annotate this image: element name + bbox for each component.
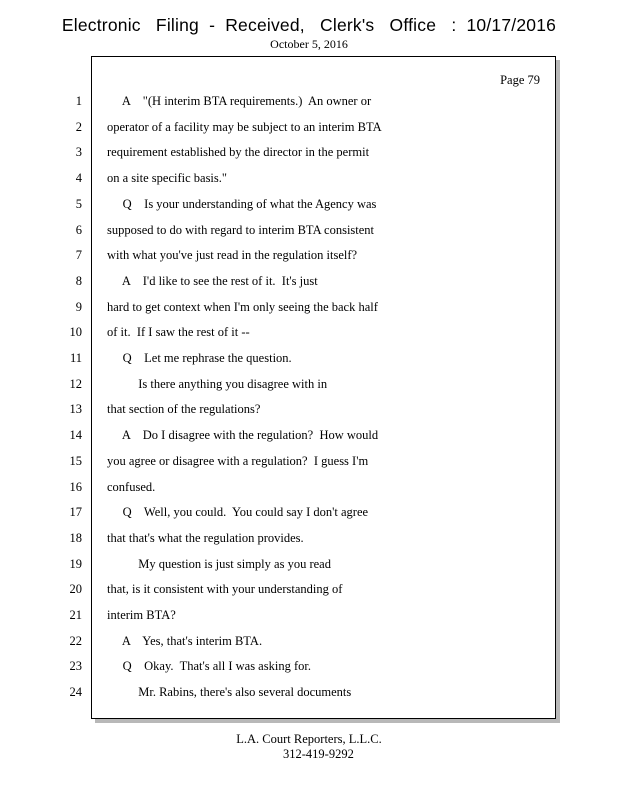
transcript-line: Q Well, you could. You could say I don't agree: [107, 505, 369, 519]
line-number: 3: [75, 145, 82, 159]
transcript-line: that, is it consistent with your understanding of: [107, 582, 343, 596]
line-number: 20: [69, 582, 82, 596]
transcript-line: hard to get context when I'm only seeing the back half: [107, 300, 378, 314]
line-number: 22: [69, 634, 82, 648]
line-number: 16: [69, 480, 82, 494]
line-number: 7: [75, 248, 82, 262]
line-number: 24: [69, 685, 82, 699]
line-number: 19: [69, 557, 82, 571]
line-number: 8: [75, 274, 82, 288]
transcript-line: A "(H interim BTA requirements.) An owner or: [107, 94, 372, 108]
line-number: 1: [75, 94, 82, 108]
transcript-line: you agree or disagree with a regulation? I guess I'm: [107, 454, 369, 468]
transcript-line: requirement established by the director in the permit: [107, 145, 370, 159]
line-number: 23: [69, 659, 82, 673]
line-number: 5: [75, 197, 82, 211]
transcript-line: A Yes, that's interim BTA.: [107, 634, 263, 648]
transcript-line: interim BTA?: [107, 608, 176, 622]
line-number: 12: [69, 377, 82, 391]
court-reporter-name: L.A. Court Reporters, L.L.C.: [236, 732, 382, 746]
line-number: 4: [75, 171, 82, 185]
line-number: 21: [69, 608, 82, 622]
transcript-line: A I'd like to see the rest of it. It's just: [107, 274, 318, 288]
transcript-line: that that's what the regulation provides.: [107, 531, 304, 545]
line-number: 11: [69, 351, 82, 365]
line-number: 13: [69, 402, 82, 416]
transcript-line: confused.: [107, 480, 156, 494]
line-number: 6: [75, 223, 82, 237]
transcript-line: A Do I disagree with the regulation? How would: [107, 428, 379, 442]
hearing-date: October 5, 2016: [270, 37, 348, 51]
line-number: 2: [75, 120, 82, 134]
transcript-line: Mr. Rabins, there's also several documents: [107, 685, 352, 699]
line-number: 10: [69, 325, 82, 339]
line-number: 15: [69, 454, 82, 468]
line-number: 17: [69, 505, 82, 519]
transcript-line: My question is just simply as you read: [107, 557, 331, 571]
transcript-line: Is there anything you disagree with in: [107, 377, 328, 391]
transcript-line: operator of a facility may be subject to an interim BTA: [107, 120, 382, 134]
transcript-line: supposed to do with regard to interim BTA consistent: [107, 223, 375, 237]
line-number: 14: [69, 428, 82, 442]
court-reporter-phone: 312-419-9292: [283, 747, 354, 761]
transcript-line: with what you've just read in the regulation itself?: [107, 248, 358, 262]
transcript-line: Q Let me rephrase the question.: [107, 351, 292, 365]
transcript-line: on a site specific basis.": [107, 171, 228, 185]
page-number: Page 79: [500, 73, 540, 87]
line-number: 18: [69, 531, 82, 545]
transcript-line: of it. If I saw the rest of it --: [107, 325, 250, 339]
transcript-line: Q Is your understanding of what the Agency was: [107, 197, 377, 211]
electronic-filing-stamp: Electronic Filing - Received, Clerk's Office : 10/17/2016: [61, 15, 557, 35]
transcript-line: that section of the regulations?: [107, 402, 261, 416]
line-number: 9: [75, 300, 82, 314]
transcript-line: Q Okay. That's all I was asking for.: [107, 659, 311, 673]
